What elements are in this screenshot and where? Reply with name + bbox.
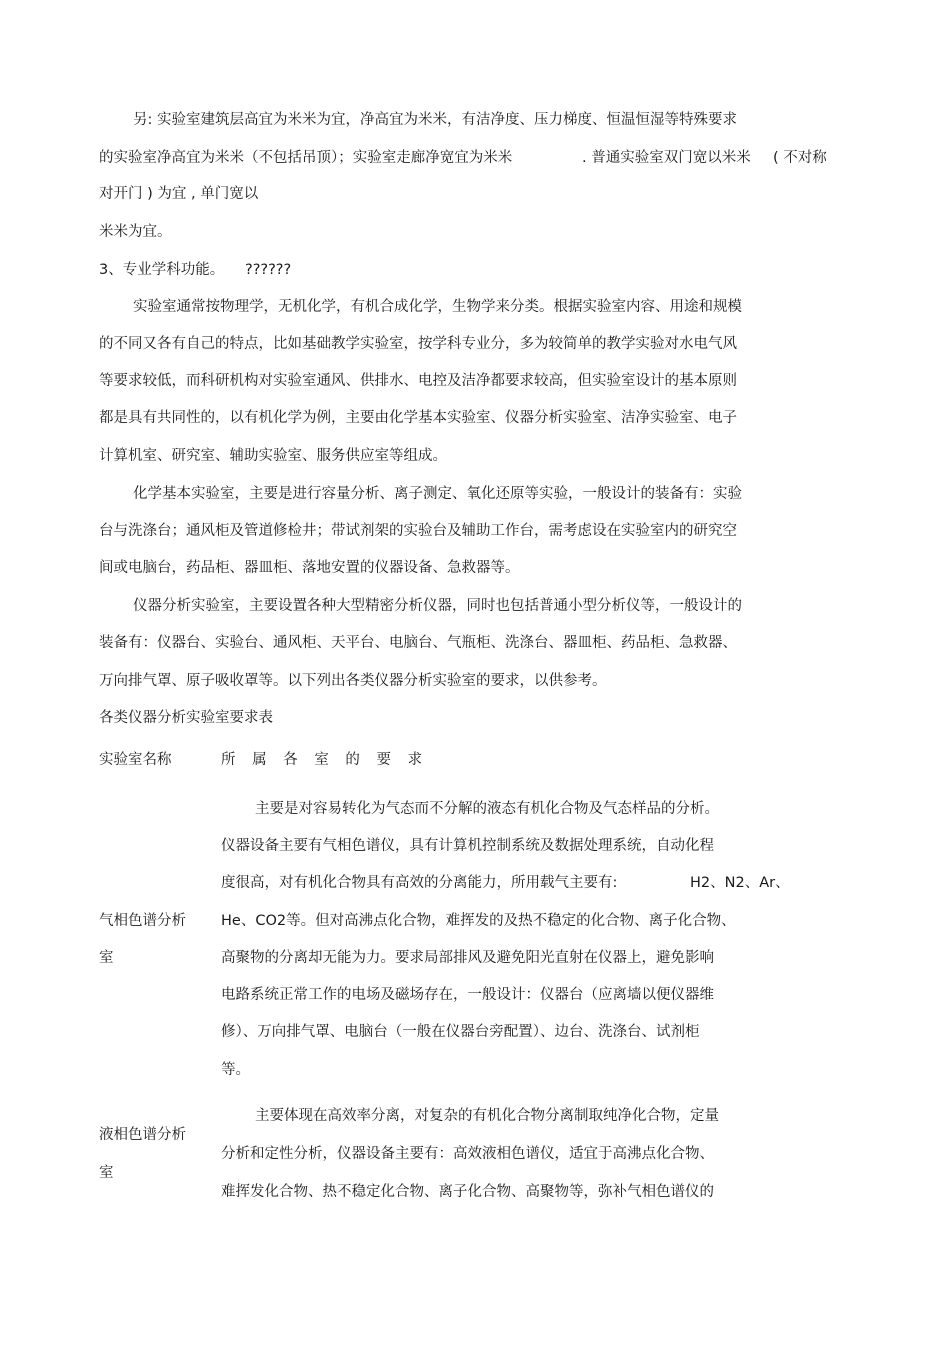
row1-name-line1: 气相色谱分析 <box>99 913 186 929</box>
intro-line-2a: 的实验室净高宜为米米（不包括吊顶）；实验室走廊净宽宜为米米 <box>99 150 513 166</box>
row1-req-line: 等。 <box>221 1062 250 1078</box>
intro-line-3: 对开门 ) 为宜 , 单门宽以 <box>99 186 259 202</box>
table-title: 各类仪器分析实验室要求表 <box>99 710 273 726</box>
p2-line: 台与洗涤台；通风柜及管道修检井；带试剂架的实验台及辅助工作台，需考虑设在实验室内的研究空 <box>99 523 737 539</box>
row1-req-line: 仪器设备主要有气相色谱仪，具有计算机控制系统及数据处理系统，自动化程 <box>221 838 714 854</box>
row2-req-line: 主要体现在高效率分离，对复杂的有机化合物分离制取纯净化合物，定量 <box>255 1108 719 1124</box>
row1-name-line2: 室 <box>99 950 114 966</box>
intro-line-4: 米米为宜。 <box>99 224 172 240</box>
p3-line: 仪器分析实验室，主要设置各种大型精密分析仪器，同时也包括普通小型分析仪等，一般设计的 <box>133 598 742 614</box>
row2-name-line1: 液相色谱分析 <box>99 1127 186 1143</box>
table-col2-header: 所 属 各 室 的 要 求 <box>221 752 429 768</box>
p1-line: 的不同又各有自己的特点，比如基础教学实验室，按学科专业分，多为较简单的教学实验对水电气风 <box>99 336 737 352</box>
p1-line: 都是具有共同性的，以有机化学为例，主要由化学基本实验室、仪器分析实验室、洁净实验室、电子 <box>99 410 737 426</box>
intro-line-1: 另: 实验室建筑层高宜为米米为宜，净高宜为米米，有洁净度、压力梯度、恒温恒湿等特殊要求 <box>133 112 737 128</box>
row1-req-gases: H2、N2、Ar、 <box>690 875 790 891</box>
row1-req-line: 主要是对容易转化为气态而不分解的液态有机化合物及气态样品的分析。 <box>255 801 719 817</box>
p3-line: 装备有：仪器台、实验台、通风柜、天平台、电脑台、气瓶柜、洗涤台、器皿柜、药品柜、急救器、 <box>99 635 737 651</box>
section-heading-suffix: ?????? <box>245 262 292 278</box>
row2-req-line: 难挥发化合物、热不稳定化合物、离子化合物、高聚物等，弥补气相色谱仪的 <box>221 1184 714 1200</box>
intro-line-2b: . 普通实验室双门宽以米米 <box>582 150 751 166</box>
p1-line: 等要求较低，而科研机构对实验室通风、供排水、电控及洁净都要求较高，但实验室设计的基本原则 <box>99 373 737 389</box>
section-heading: 3、专业学科功能。 <box>99 262 225 278</box>
p3-line: 万向排气罩、原子吸收罩等。以下列出各类仪器分析实验室的要求，以供参考。 <box>99 673 607 689</box>
row1-req-line: 高聚物的分离却无能为力。要求局部排风及避免阳光直射在仪器上，避免影响 <box>221 950 714 966</box>
p1-line: 实验室通常按物理学，无机化学，有机合成化学，生物学来分类。根据实验室内容、用途和规模 <box>133 299 742 315</box>
row1-req-line: He、CO2等。但对高沸点化合物，难挥发的及热不稳定的化合物、离子化合物、 <box>221 913 736 929</box>
row1-req-line: 电路系统正常工作的电场及磁场存在，一般设计：仪器台（应离墙以便仪器维 <box>221 987 714 1003</box>
p1-line: 计算机室、研究室、辅助实验室、服务供应室等组成。 <box>99 448 447 464</box>
row1-req-line: 度很高，对有机化合物具有高效的分离能力，所用载气主要有: <box>221 875 618 891</box>
row2-req-line: 分析和定性分析，仪器设备主要有：高效液相色谱仪，适宜于高沸点化合物、 <box>221 1146 714 1162</box>
p2-line: 间或电脑台，药品柜、器皿柜、落地安置的仪器设备、急救器等。 <box>99 560 520 576</box>
intro-line-2c: ( 不对称 <box>773 150 827 166</box>
table-col1-header: 实验室名称 <box>99 752 172 768</box>
p2-line: 化学基本实验室，主要是进行容量分析、离子测定、氧化还原等实验，一般设计的装备有：实验 <box>133 486 742 502</box>
row2-name-line2: 室 <box>99 1165 114 1181</box>
row1-req-line: 修）、万向排气罩、电脑台（一般在仪器台旁配置）、边台、洗涤台、试剂柜 <box>221 1024 700 1040</box>
